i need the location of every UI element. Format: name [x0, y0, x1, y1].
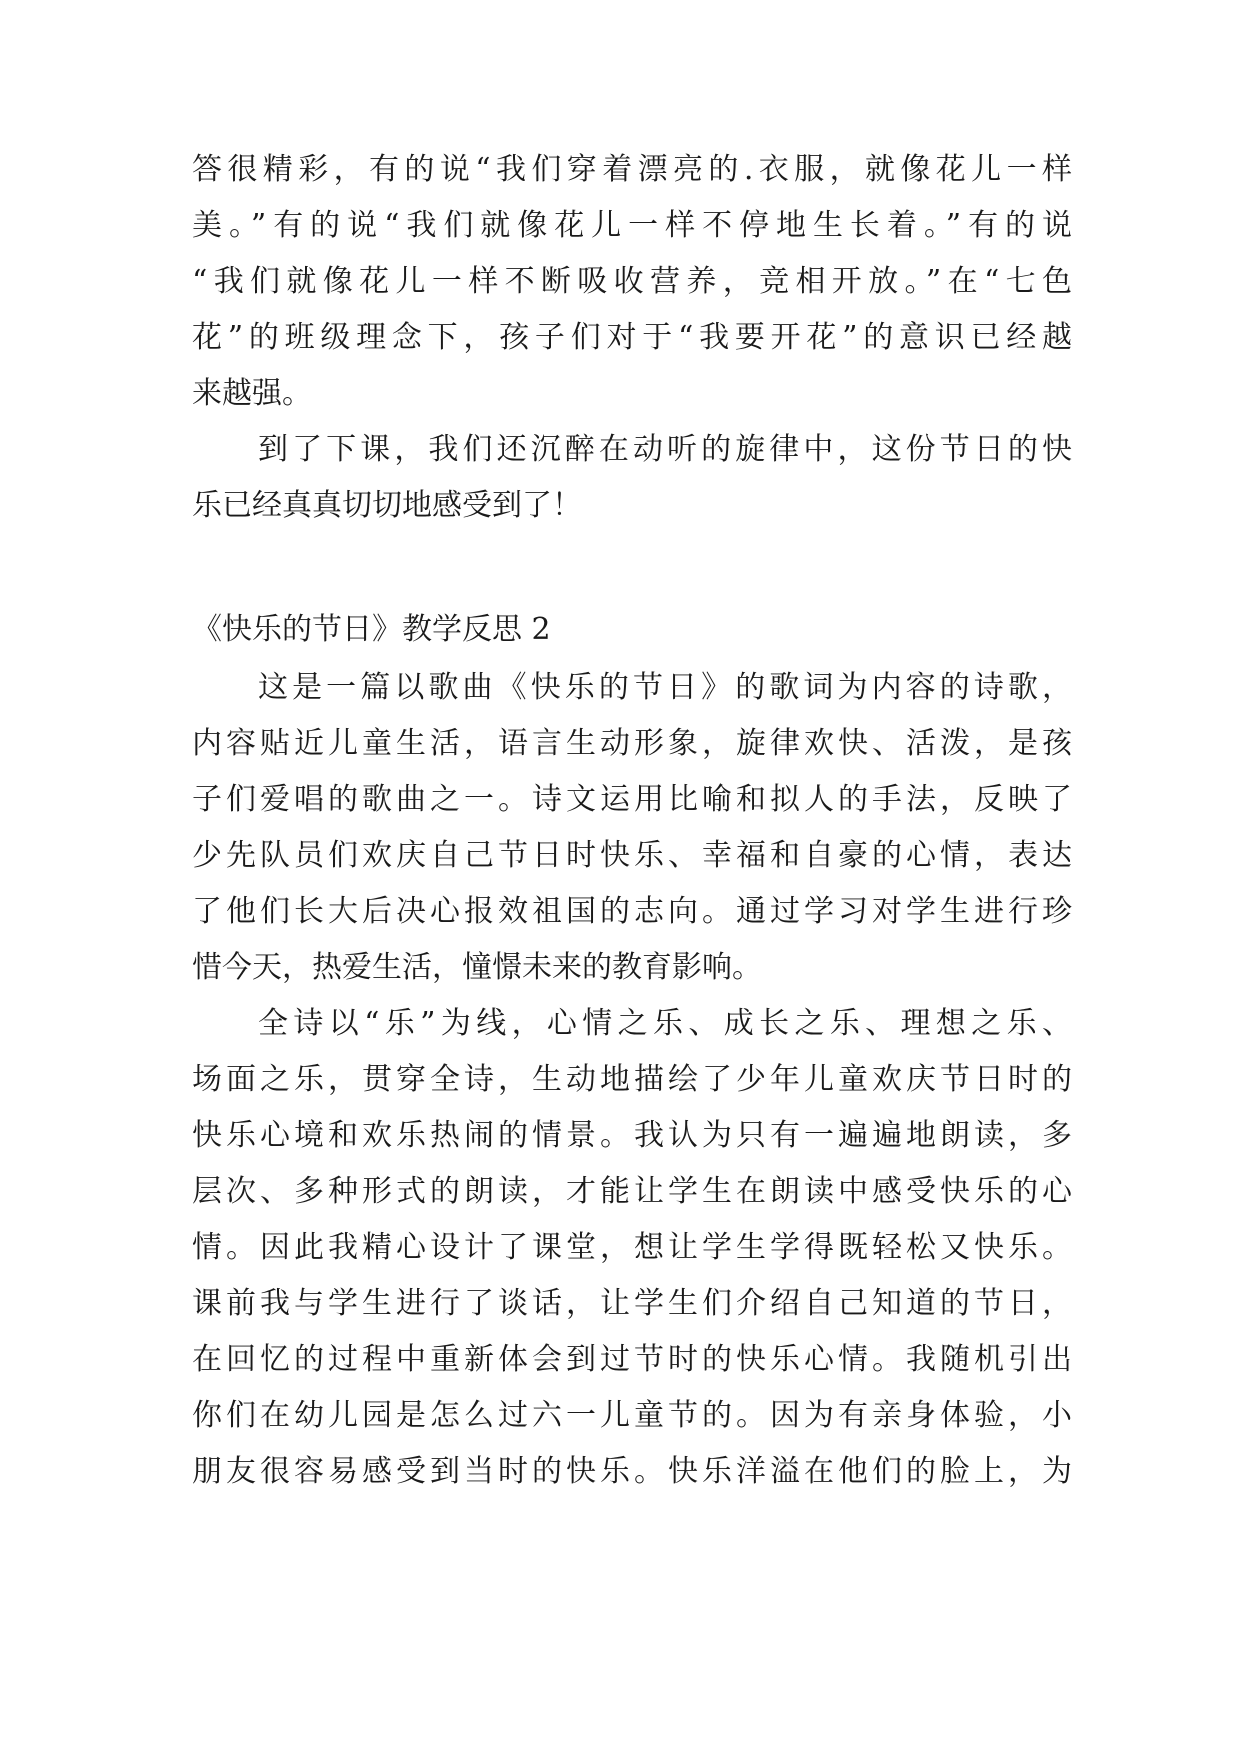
- paragraph-line: 惜今天，热爱生活，憧憬未来的教育影响。: [192, 950, 762, 985]
- paragraph-line: 答很精彩，有的说“我们穿着漂亮的.衣服，就像花儿一样: [192, 152, 1072, 187]
- paragraph-line: 少先队员们欢庆自己节日时快乐、幸福和自豪的心情，表达: [192, 838, 1072, 873]
- paragraph-line: 课前我与学生进行了谈话，让学生们介绍自己知道的节日，: [192, 1286, 1072, 1321]
- paragraph-line: 你们在幼儿园是怎么过六一儿童节的。因为有亲身体验，小: [192, 1398, 1072, 1433]
- paragraph-line: 快乐心境和欢乐热闹的情景。我认为只有一遍遍地朗读，多: [192, 1118, 1072, 1153]
- paragraph-line: 这是一篇以歌曲《快乐的节日》的歌词为内容的诗歌，: [258, 670, 1072, 705]
- paragraph-line: “我们就像花儿一样不断吸收营养，竞相开放。”在“七色: [192, 264, 1072, 299]
- paragraph-line: 情。因此我精心设计了课堂，想让学生学得既轻松又快乐。: [192, 1230, 1072, 1265]
- paragraph-line: 到了下课，我们还沉醉在动听的旋律中，这份节日的快: [258, 432, 1072, 467]
- paragraph-line: 花”的班级理念下，孩子们对于“我要开花”的意识已经越: [192, 320, 1072, 355]
- paragraph-line: 在回忆的过程中重新体会到过节时的快乐心情。我随机引出: [192, 1342, 1072, 1377]
- paragraph-line: 来越强。: [192, 376, 312, 411]
- paragraph-line: 内容贴近儿童生活，语言生动形象，旋律欢快、活泼，是孩: [192, 726, 1072, 761]
- paragraph-line: 子们爱唱的歌曲之一。诗文运用比喻和拟人的手法，反映了: [192, 782, 1072, 817]
- paragraph-line: 全诗以“乐”为线，心情之乐、成长之乐、理想之乐、: [258, 1006, 1072, 1041]
- paragraph-line: 场面之乐，贯穿全诗，生动地描绘了少年儿童欢庆节日时的: [192, 1062, 1072, 1097]
- paragraph-line: 了他们长大后决心报效祖国的志向。通过学习对学生进行珍: [192, 894, 1072, 929]
- section-heading: 《快乐的节日》教学反思 2: [192, 612, 551, 647]
- paragraph-line: 美。”有的说“我们就像花儿一样不停地生长着。”有的说: [192, 208, 1072, 243]
- paragraph-line: 乐已经真真切切地感受到了！: [192, 488, 582, 523]
- paragraph-line: 层次、多种形式的朗读，才能让学生在朗读中感受快乐的心: [192, 1174, 1072, 1209]
- paragraph-line: 朋友很容易感受到当时的快乐。快乐洋溢在他们的脸上，为: [192, 1454, 1072, 1489]
